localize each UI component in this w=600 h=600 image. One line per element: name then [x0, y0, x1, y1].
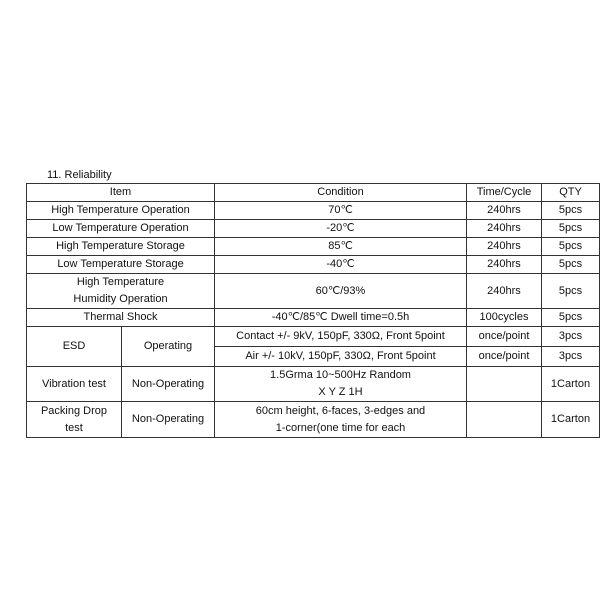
- row-condition: -20℃: [215, 220, 467, 238]
- table-row-esd-contact: [27, 327, 600, 347]
- table-header-row: [27, 184, 600, 202]
- row-qty: 5pcs: [542, 238, 600, 256]
- row-time: 240hrs: [467, 256, 542, 274]
- esd-item: ESD: [27, 327, 122, 367]
- packing-drop-condition: [215, 402, 467, 438]
- row-item: [27, 274, 215, 309]
- table-row: [27, 309, 600, 327]
- row-condition: -40℃: [215, 256, 467, 274]
- row-qty: 5pcs: [542, 220, 600, 238]
- vibration-condition-line: 1.5Grma 10~500Hz Random: [270, 369, 411, 381]
- row-item: Low Temperature Storage: [27, 256, 215, 274]
- header-condition: Condition: [215, 184, 467, 202]
- packing-drop-time: [467, 402, 542, 438]
- esd-air-condition: Air +/- 10kV, 150pF, 330Ω, Front 5point: [215, 347, 467, 367]
- row-qty: 5pcs: [542, 274, 600, 309]
- row-time: 240hrs: [467, 274, 542, 309]
- esd-air-qty: 3pcs: [542, 347, 600, 367]
- row-time: 240hrs: [467, 238, 542, 256]
- section-title: 11. Reliability: [47, 169, 112, 181]
- table-row-vibration: [27, 367, 600, 402]
- table-row: [27, 274, 600, 309]
- table-row: [27, 220, 600, 238]
- packing-drop-qty: 1Carton: [542, 402, 600, 438]
- row-condition: 60℃/93%: [215, 274, 467, 309]
- table-row: [27, 238, 600, 256]
- row-item: High Temperature Storage: [27, 238, 215, 256]
- table-row: [27, 202, 600, 220]
- esd-contact-time: once/point: [467, 327, 542, 347]
- table-row: [27, 256, 600, 274]
- vibration-item: Vibration test: [27, 367, 122, 402]
- esd-contact-condition: Contact +/- 9kV, 150pF, 330Ω, Front 5point: [215, 327, 467, 347]
- packing-drop-condition-line: 60cm height, 6-faces, 3-edges and: [255, 404, 426, 417]
- esd-air-time: once/point: [467, 347, 542, 367]
- row-qty: 5pcs: [542, 202, 600, 220]
- row-qty: 5pcs: [542, 309, 600, 327]
- row-qty: 5pcs: [542, 256, 600, 274]
- row-item: High Temperature Operation: [27, 202, 215, 220]
- row-condition: 70℃: [215, 202, 467, 220]
- row-item-line: Humidity Operation: [73, 293, 168, 305]
- packing-drop-item-line: test: [65, 421, 83, 434]
- packing-drop-condition-line: 1-corner(one time for each: [275, 421, 406, 434]
- header-time-cycle: Time/Cycle: [467, 184, 542, 202]
- row-item: Low Temperature Operation: [27, 220, 215, 238]
- table-row-packing-drop: [27, 402, 600, 438]
- packing-drop-item: [27, 402, 122, 438]
- row-condition: 85℃: [215, 238, 467, 256]
- vibration-time: [467, 367, 542, 402]
- row-condition: -40℃/85℃ Dwell time=0.5h: [215, 309, 467, 327]
- vibration-condition-line: X Y Z 1H: [318, 386, 363, 398]
- header-item: Item: [27, 184, 215, 202]
- row-item-line: High Temperature: [76, 276, 165, 288]
- header-qty: QTY: [542, 184, 600, 202]
- esd-mode: Operating: [122, 327, 215, 367]
- vibration-qty: 1Carton: [542, 367, 600, 402]
- reliability-table: [26, 183, 600, 438]
- esd-contact-qty: 3pcs: [542, 327, 600, 347]
- row-time: 100cycles: [467, 309, 542, 327]
- vibration-condition: [215, 367, 467, 402]
- row-time: 240hrs: [467, 220, 542, 238]
- packing-drop-item-line: Packing Drop: [40, 404, 108, 417]
- vibration-mode: Non-Operating: [122, 367, 215, 402]
- row-item: Thermal Shock: [27, 309, 215, 327]
- packing-drop-mode: Non-Operating: [122, 402, 215, 438]
- row-time: 240hrs: [467, 202, 542, 220]
